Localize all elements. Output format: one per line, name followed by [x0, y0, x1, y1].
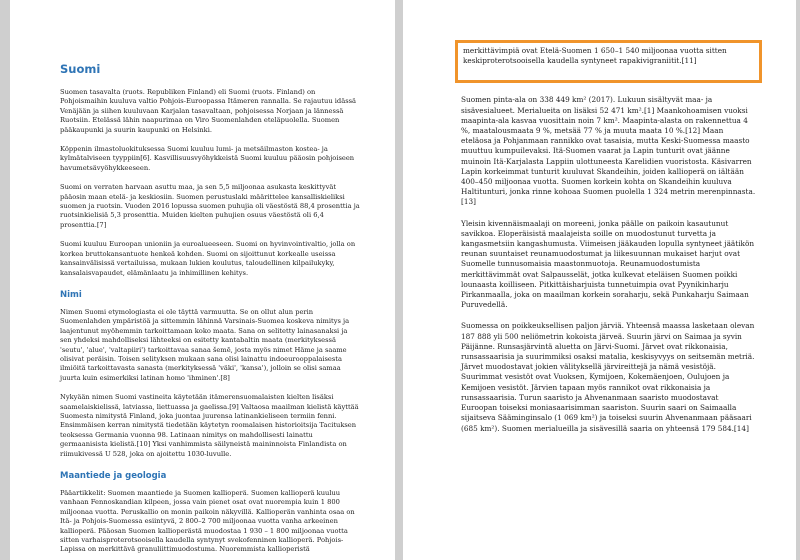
paragraph: Pääartikkelit: Suomen maantiede ja Suomen kallioperä. Suomen kallioperä kuuluu vanhaan Fennoskandian kilpeen, jossa vain pienet osat ovat nuorempia kuin 1 800 miljoonaa vuotta. Peruskallio on monin paikoin näkyvillä. Kallioperän vanhinta osaa on Itä- ja Pohjois-Suomessa esiintyvä, 2 800–2 700 miljoonaa vuotta vanha arkeeinen kallioperä. Pääosan Suomen kallioperästä muodostaa 1 930 – 1 800 miljoonaa vuotta sitten varhaisproterotsooisella kaudella syntynyt svekofenninen kallioperä. Pohjois-Lapissa on merkittävä granuliittimuodostuma. Nuoremmista kallioperistä [60, 489, 355, 554]
paragraph: Suomi on verraten harvaan asuttu maa, ja sen 5,5 miljoonaa asukasta keskittyvät pääosin maan etelä- ja keskiosiin. Suomen perustuslaki määrittelee kansalliskieliksi suomen ja ruotsin. Vuoden 2016 lopussa suomen puhujia oli väestöstä 88,4 prosenttia ja ruotsinkielisiä 5,3 prosenttia. Muiden kielten puhujien osuus väestöstä oli 6,4 prosenttia.[7] [60, 183, 360, 229]
paragraph: Suomen tasavalta (ruots. Republiken Finland) eli Suomi (ruots. Finland) on Pohjoismaihin kuuluva valtio Pohjois-Euroopassa Itämeren rannalla. Se rajautuu idässä Venäjään ja siihen kuuluvaan Karjalan tasavaltaan, pohjoisessa Norjaan ja lännessä Ruotsiin. Etelässä lähin naapurimaa on Viro Suomenlahden eteläpuolella. Suomen pääkaupunki ja suurin kaupunki on Helsinki. [60, 88, 357, 134]
page-title: Suomi [60, 62, 101, 76]
paragraph: Suomessa on poikkeuksellisen paljon järviä. Yhteensä maassa lasketaan olevan 187 888 yli 500 neliömetrin kokoista järveä. Suurin järvi on Saimaa ja syvin Päijänne. Runsasjärvintä aluetta on Järvi-Suomi. Järvet ovat rikkonaisia, runsassaarisia ja suurimmiksi osaksi matalia, keskisyvyys on seitsemän metriä. Järvet muodostavat jokien välityksellä järvireittejä ja nämä vesistöjä. Suurimmat vesistöt ovat Vuoksen, Kymijoen, Kokemäenjoen, Oulujoen ja Kemijoen vesistöt. Järvien tapaan myös rannikot ovat rikkonaisia ja runsassaarisia. Turun saaristo ja Ahvenanmaan saaristo muodostavat Euroopan toiseksi moniasaarisimman saariston. Suurin saari on Saimaalla sijaitseva Sääminginsalo (1 069 km²) ja toiseksi suurin Ahvenanmaan pääsaari (685 km²). Suomen merialueilla ja sisävesillä saaria on yhteensä 179 584.[14] [461, 321, 755, 433]
section-heading-geology: Maantiede ja geologia [60, 471, 167, 481]
paragraph: Nykyään nimen Suomi vastineita käytetään itämerensuomalaisten kielten lisäksi saamelaiskielissä, latviassa, liettuassa ja gaelissa.[9] Valtaosa maailman kielistä käyttää Suomesta nimitystä Finland, joka juontaa juurensa latinankieliseen termiin fenni. Ensimmäisen kerran nimitystä tiedetään käytetyn roomalaisen historioitsija Tacituksen teoksessa Germania vuonna 98. Latinaan nimitys on mahdollisesti lainattu germaanisista kielistä.[10] Yksi vanhimmista säilyneistä maininnoista Finlandista on riimukivessä U 528, joka on ajoitettu 1030-luvulle. [60, 393, 359, 458]
paragraph: Köppenin ilmastoluokituksessa Suomi kuuluu lumi- ja metsäilmaston kostea- ja kylmätalviseen tyyppiin[6]. Kasvillisuusvyöhykkeistä Suomi kuuluu pääosin pohjoiseen havumetsävyöhykkeeseen. [60, 145, 355, 172]
paragraph: Suomi kuuluu Euroopan unioniin ja euroalueeseen. Suomi on hyvinvointivaltio, jolla on korkea bruttokansantuote henkeä kohden. Suomi on sijoittunut korkealle useissa kansainvälisissä vertailuissa, mukaan lukien koulutus, taloudellinen kilpailukyky, kansalaisvapaudet, elämänlaatu ja inhimillinen kehitys. [60, 240, 356, 277]
highlight-box [455, 40, 762, 83]
paragraph: Suomen pinta-ala on 338 449 km² (2017). Lukuun sisältyvät maa- ja sisävesialueet. Merialueita on lisäksi 52 471 km².[1] Maankohoamisen vuoksi maapinta-ala kasvaa vuosittain noin 7 km². Maapinta-alasta on rakennettua 4 %, maatalousmaata 9 %, metsää 77 % ja muuta maata 10 %.[12] Maan eteläosa ja Pohjanmaan rannikko ovat tasaisia, mutta Keski-Suomessa maasto muuttuu kumpuilevaksi. Itä-Suomen vaarat ja Lapin tunturit ovat jäänne muinoin Itä-Karjalasta Lappiin ulottuneesta Karelidien vuoristosta. Käsivarren Lapin korkeimmat tunturit kuuluvat Skandeihin, joiden kallioperä on iältään 400–450 miljoonaa vuotta. Suomen korkein kohta on Skandeihin kuuluva Haltitunturi, jonka rinne kohoaa Suomen puolella 1 324 metrin merenpinnasta.[13] [461, 95, 756, 207]
paragraph: Yleisin kivennäismaalaji on moreeni, jonka päälle on paikoin kasautunut savikkoa. Eloperäisistä maalajeista soille on muodostunut turvetta ja kangasmetsiin kangashumusta. Viimeisen jääkauden lopulla syntyneet jäätikön reunan suuntaiset reunamuodostumat ja liikesuunnan mukaiset harjut ovat Suomelle tunnusomaisia maastonmuotoja. Reunamuodostumista merkittävimmät ovat Salpausselät, jotka kulkevat eteläisen Suomen poikki lounaasta koilliseen. Pitkittäisharjuista tunnetuimpia ovat Pyynikinharju Pirkanmaalla, joka on maailman korkein soraharju, sekä Punkaharju Saimaan Puruvedellä. [461, 218, 755, 310]
highlighted-text: merkittävimpiä ovat Etelä-Suomen 1 650–1 540 miljoonaa vuotta sitten keskiproterotsooisella kaudella syntyneet rapakivigraniitit.[11] [463, 46, 727, 66]
document-page-left [10, 0, 395, 560]
section-heading-nimi: Nimi [60, 289, 82, 300]
paragraph: Nimen Suomi etymologiasta ei ole täyttä varmuutta. Se on ollut alun perin Suomenlahden ympäristöä ja sittemmin lähinnä Varsinais-Suomea koskeva nimitys ja laajentunut myöhemmin tarkoittamaan koko maata. Sana on selitetty lainasanaksi ja sen yhdeksi mahdolliseksi lähteeksi on esitetty kantabaltin maata (merkityksessä 'seutu', 'alue', 'valtapiiri') tarkoittavaa sanaa šemē, josta myös nimet Häme ja saame olisivat peräisin. Toisen selityksen mukaan sana olisi lainattu indoeurooppalaisesta ilmiöitä tarkoittavasta sanasta (merkityksessä 'väki', 'kansa'), jolloin se olisi samaa juurta kuin esimerkiksi latinan homo 'ihminen'.[8] [60, 307, 350, 382]
document-page-right [403, 0, 796, 560]
